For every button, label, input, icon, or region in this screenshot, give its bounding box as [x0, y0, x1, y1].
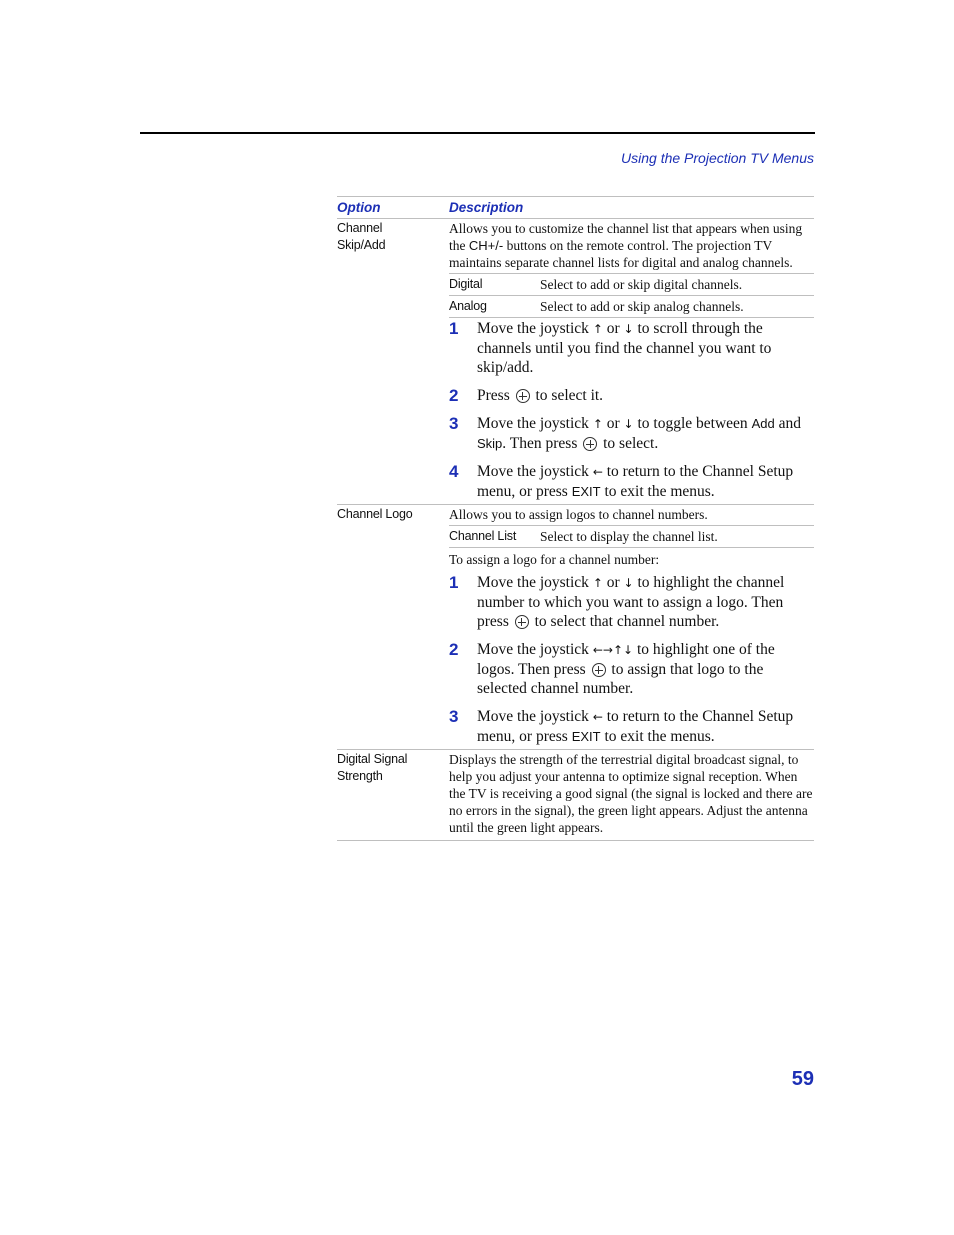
arrow-down-icon: ↓ — [623, 417, 634, 431]
step-text: Move the joystick ↑ or ↓ to toggle between Add and Skip. Then press to select. — [477, 415, 801, 452]
header-option: Option — [337, 200, 381, 215]
description-line: Displays the strength of the terrestrial digital broadcast signal, to help you adjust your antenna to optimize signal reception. When the TV is receiving a good signal (the signal is locked and there are no errors in the signal), the green light appears. Adjust the antenna — [449, 752, 813, 818]
step — [449, 573, 814, 631]
step-number: 1 — [449, 319, 459, 338]
joystick-select-icon — [515, 615, 529, 629]
option-name-line: Digital Signal — [337, 752, 408, 766]
step-text: Press to select it. — [477, 387, 604, 404]
sub-option-digital — [449, 273, 814, 295]
joystick-select-icon — [516, 389, 530, 403]
joystick-select-icon — [583, 437, 597, 451]
arrow-left-icon: ← — [592, 465, 603, 479]
key-name: CH+/- — [468, 238, 504, 253]
arrow-down-icon: ↓ — [623, 576, 634, 590]
step — [449, 640, 814, 698]
key-name: EXIT — [571, 729, 601, 744]
step — [449, 414, 814, 453]
key-name: Add — [751, 416, 775, 431]
sub-option-analog — [449, 295, 814, 317]
option-name-line: Channel — [337, 221, 383, 235]
options-table — [337, 196, 814, 841]
step-number: 4 — [449, 462, 459, 481]
sub-option-text: Select to add or skip analog channels. — [540, 299, 744, 314]
row-channel-logo — [337, 505, 814, 750]
description-text — [449, 750, 814, 840]
arrow-down-icon: ↓ — [623, 643, 634, 657]
row-channel-skip-add — [337, 219, 814, 505]
step-text: Move the joystick ↑ or ↓ to scroll through the channels until you find the channel you want to skip/add. — [477, 320, 772, 376]
step-number: 3 — [449, 414, 459, 433]
option-description — [449, 505, 814, 749]
step-number: 2 — [449, 386, 459, 405]
step-number: 2 — [449, 640, 459, 659]
option-name-line: Skip/Add — [337, 238, 386, 252]
page-number: 59 — [791, 1068, 814, 1090]
running-head: Using the Projection TV Menus — [621, 150, 814, 166]
arrow-down-icon: ↓ — [623, 322, 634, 336]
step — [449, 386, 814, 405]
sub-option-label: Channel List — [449, 529, 517, 543]
table-header — [337, 197, 814, 219]
arrow-up-icon: ↑ — [592, 322, 603, 336]
arrow-up-icon: ↑ — [612, 643, 623, 657]
arrow-right-icon: → — [602, 643, 613, 657]
description-text: Allows you to assign logos to channel numbers. — [449, 507, 708, 522]
step — [449, 707, 814, 746]
option-name — [337, 750, 449, 840]
step — [449, 319, 814, 377]
header-description: Description — [449, 200, 524, 215]
key-name: EXIT — [571, 484, 601, 499]
arrow-up-icon: ↑ — [592, 576, 603, 590]
sub-option-channel-list — [449, 525, 814, 547]
joystick-select-icon — [592, 663, 606, 677]
sub-option-label: Digital — [449, 277, 483, 291]
option-name-line: Strength — [337, 769, 383, 783]
description-text: Allows you to customize the channel list that appears when using the CH+/- buttons on the remote control. The projection TV maintains separate channel lists for digital and analog channels. — [449, 221, 803, 270]
step-text: Move the joystick ← to return to the Channel Setup menu, or press EXIT to exit the menus. — [477, 708, 794, 745]
arrow-left-icon: ← — [592, 710, 603, 724]
step-text: Move the joystick ← to return to the Channel Setup menu, or press EXIT to exit the menus. — [477, 463, 794, 500]
key-name: Skip — [477, 436, 503, 451]
step-text: Move the joystick ↑ or ↓ to highlight the channel number to which you want to assign a logo. Then press to select that channel number. — [477, 574, 785, 630]
sub-option-text: Select to add or skip digital channels. — [540, 277, 743, 292]
step-number: 1 — [449, 573, 459, 592]
option-description — [449, 219, 814, 504]
option-name: Channel Logo — [337, 507, 413, 521]
description-line: until the green light appears. — [449, 820, 604, 835]
instruction-note: To assign a logo for a channel number: — [449, 547, 814, 572]
arrow-up-icon: ↑ — [592, 417, 603, 431]
option-name — [337, 219, 449, 504]
arrow-left-icon: ← — [592, 643, 603, 657]
sub-option-text: Select to display the channel list. — [540, 529, 718, 544]
option-description — [449, 750, 814, 840]
row-digital-signal-strength — [337, 750, 814, 841]
step-number: 3 — [449, 707, 459, 726]
step-list — [449, 572, 814, 749]
step — [449, 462, 814, 501]
step-text: Move the joystick ←→↑↓ to highlight one of the logos. Then press to assign that logo to the selected channel number. — [477, 641, 775, 697]
top-rule — [140, 132, 815, 134]
step-list — [449, 317, 814, 504]
sub-option-label: Analog — [449, 299, 487, 313]
